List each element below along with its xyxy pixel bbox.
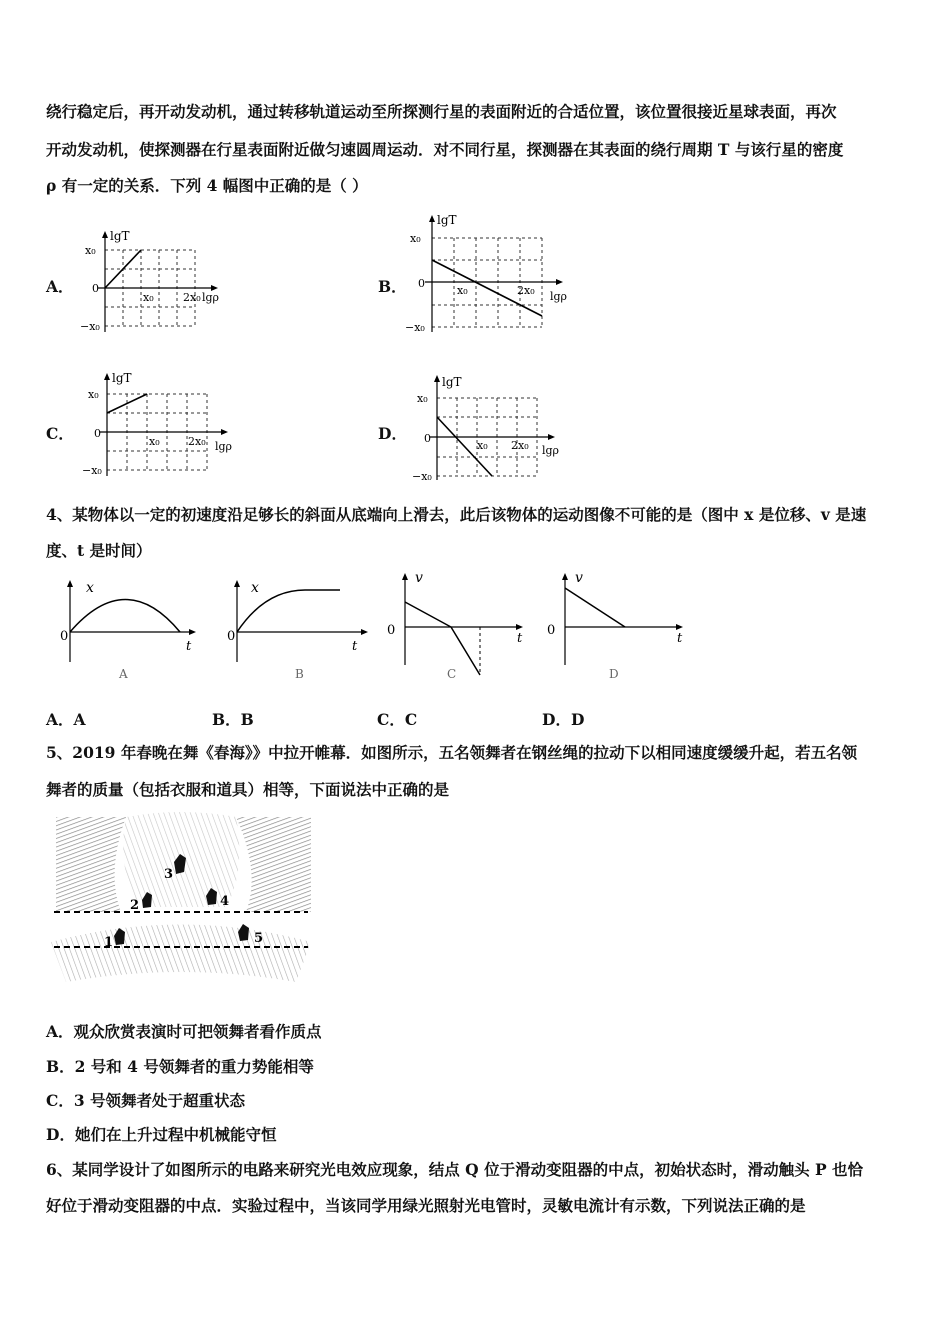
dancer-1-label: 1 (104, 935, 114, 950)
q4-answer-b: B．B (212, 710, 254, 729)
y-label: x (86, 580, 94, 596)
origin: 0 (387, 623, 396, 638)
t-label: t (352, 639, 358, 654)
q4-graph-b (225, 572, 375, 687)
origin-label: 0 (94, 427, 101, 440)
q4-graph-c (385, 570, 535, 685)
q5-option-b: B．2 号和 4 号领舞者的重力势能相等 (46, 1057, 314, 1076)
t-label: t (186, 639, 192, 654)
x0-label: x₀ (88, 388, 99, 401)
y-label: v (415, 570, 423, 586)
dancer-5-label: 5 (254, 931, 264, 946)
q6-line-2: 好位于滑动变阻器的中点．实验过程中，当该同学用绿光照射光电管时，灵敏电流计有示数，下列说法正确的是 (46, 1196, 806, 1215)
q3-option-d-label: D． (378, 424, 407, 443)
q4-answer-c: C．C (377, 710, 418, 729)
x-label: lgρ (202, 291, 220, 304)
curve (237, 590, 340, 632)
q4-graph-d (545, 570, 695, 685)
neg-x0-label: −x₀ (412, 470, 432, 483)
line (405, 602, 480, 675)
caption: B (295, 667, 304, 681)
q5-option-c: C．3 号领舞者处于超重状态 (46, 1091, 246, 1110)
2x0-tick: 2x₀ (183, 291, 201, 304)
q4-line-2: 度、t 是时间） (46, 541, 152, 560)
caption: A (119, 667, 128, 681)
origin: 0 (227, 629, 236, 644)
t-label: t (517, 631, 523, 646)
dancer-2-label: 2 (130, 898, 140, 913)
origin-label: 0 (424, 432, 431, 445)
q3-graph-c (82, 370, 250, 482)
origin: 0 (60, 629, 69, 644)
q4-answer-a: A．A (46, 710, 86, 729)
2x0-tick: 2x₀ (511, 439, 529, 452)
q5-line-1: 5、2019 年春晚在舞《春海》》中拉开帷幕．如图所示，五名领舞者在钢丝绳的拉动下以相同速度缓缓升起，若五名领 (46, 743, 858, 762)
x0-label: x₀ (410, 232, 421, 245)
dancer-4-label: 4 (220, 894, 230, 909)
q3-line-3: ρ 有一定的关系．下列 4 幅图中正确的是（ ） (46, 176, 368, 195)
x0-tick: x₀ (457, 284, 468, 297)
neg-x0-label: −x₀ (82, 464, 102, 477)
q3-graph-a (80, 228, 240, 338)
q3-option-a-label: A． (46, 277, 74, 296)
q5-option-a: A．观众欣赏表演时可把领舞者看作质点 (46, 1022, 322, 1041)
x-label: lgρ (550, 290, 568, 303)
caption: C (447, 667, 457, 681)
y-label: x (251, 580, 259, 596)
q5-line-2: 舞者的质量（包括衣服和道具）相等，下面说法中正确的是 (46, 780, 450, 799)
q4-answer-d: D．D (542, 710, 585, 729)
y-label: lgT (437, 213, 457, 227)
q3-graph-d (412, 372, 577, 484)
y-label: lgT (442, 375, 462, 389)
2x0-tick: 2x₀ (517, 284, 535, 297)
y-label: lgT (110, 229, 130, 243)
neg-x0-label: −x₀ (405, 321, 425, 334)
x0-label: x₀ (85, 244, 96, 257)
caption: D (609, 667, 619, 681)
q3-line-1: 绕行稳定后，再开动发动机，通过转移轨道运动至所探测行星的表面附近的合适位置，该位置很接近星球表面，再次 (46, 102, 837, 121)
y-label: v (575, 570, 583, 586)
q3-line-2: 开动发动机，使探测器在行星表面附近做匀速圆周运动．对不同行星，探测器在其表面的绕行周期 T 与该行星的密度 (46, 140, 844, 159)
origin-label: 0 (418, 277, 425, 290)
origin-label: 0 (92, 282, 99, 295)
x-label: lgρ (215, 440, 233, 453)
curve (70, 600, 180, 633)
origin: 0 (547, 623, 556, 638)
x0-tick: x₀ (149, 435, 160, 448)
line (565, 588, 625, 627)
q4-graph-a (58, 572, 208, 687)
y-label: lgT (112, 371, 132, 385)
t-label: t (677, 631, 683, 646)
x0-tick: x₀ (143, 291, 154, 304)
q3-option-b-label: B． (378, 277, 407, 296)
neg-x0-label: −x₀ (80, 320, 100, 333)
x-label: lgρ (542, 444, 560, 457)
x0-label: x₀ (417, 392, 428, 405)
x0-tick: x₀ (477, 439, 488, 452)
q5-option-d: D．她们在上升过程中机械能守恒 (46, 1125, 277, 1144)
q6-line-1: 6、某同学设计了如图所示的电路来研究光电效应现象，结点 Q 位于滑动变阻器的中点，初始状态时，滑动触头 P 也恰 (46, 1160, 864, 1179)
q4-line-1: 4、某物体以一定的初速度沿足够长的斜面从底端向上滑去，此后该物体的运动图像不可能的是（图中 x 是位移、v 是速 (46, 505, 867, 524)
stage-photo (46, 812, 316, 990)
dancer-3-label: 3 (164, 867, 174, 882)
q3-graph-b (405, 212, 580, 337)
2x0-tick: 2x₀ (188, 435, 206, 448)
q3-option-c-label: C． (46, 424, 74, 443)
